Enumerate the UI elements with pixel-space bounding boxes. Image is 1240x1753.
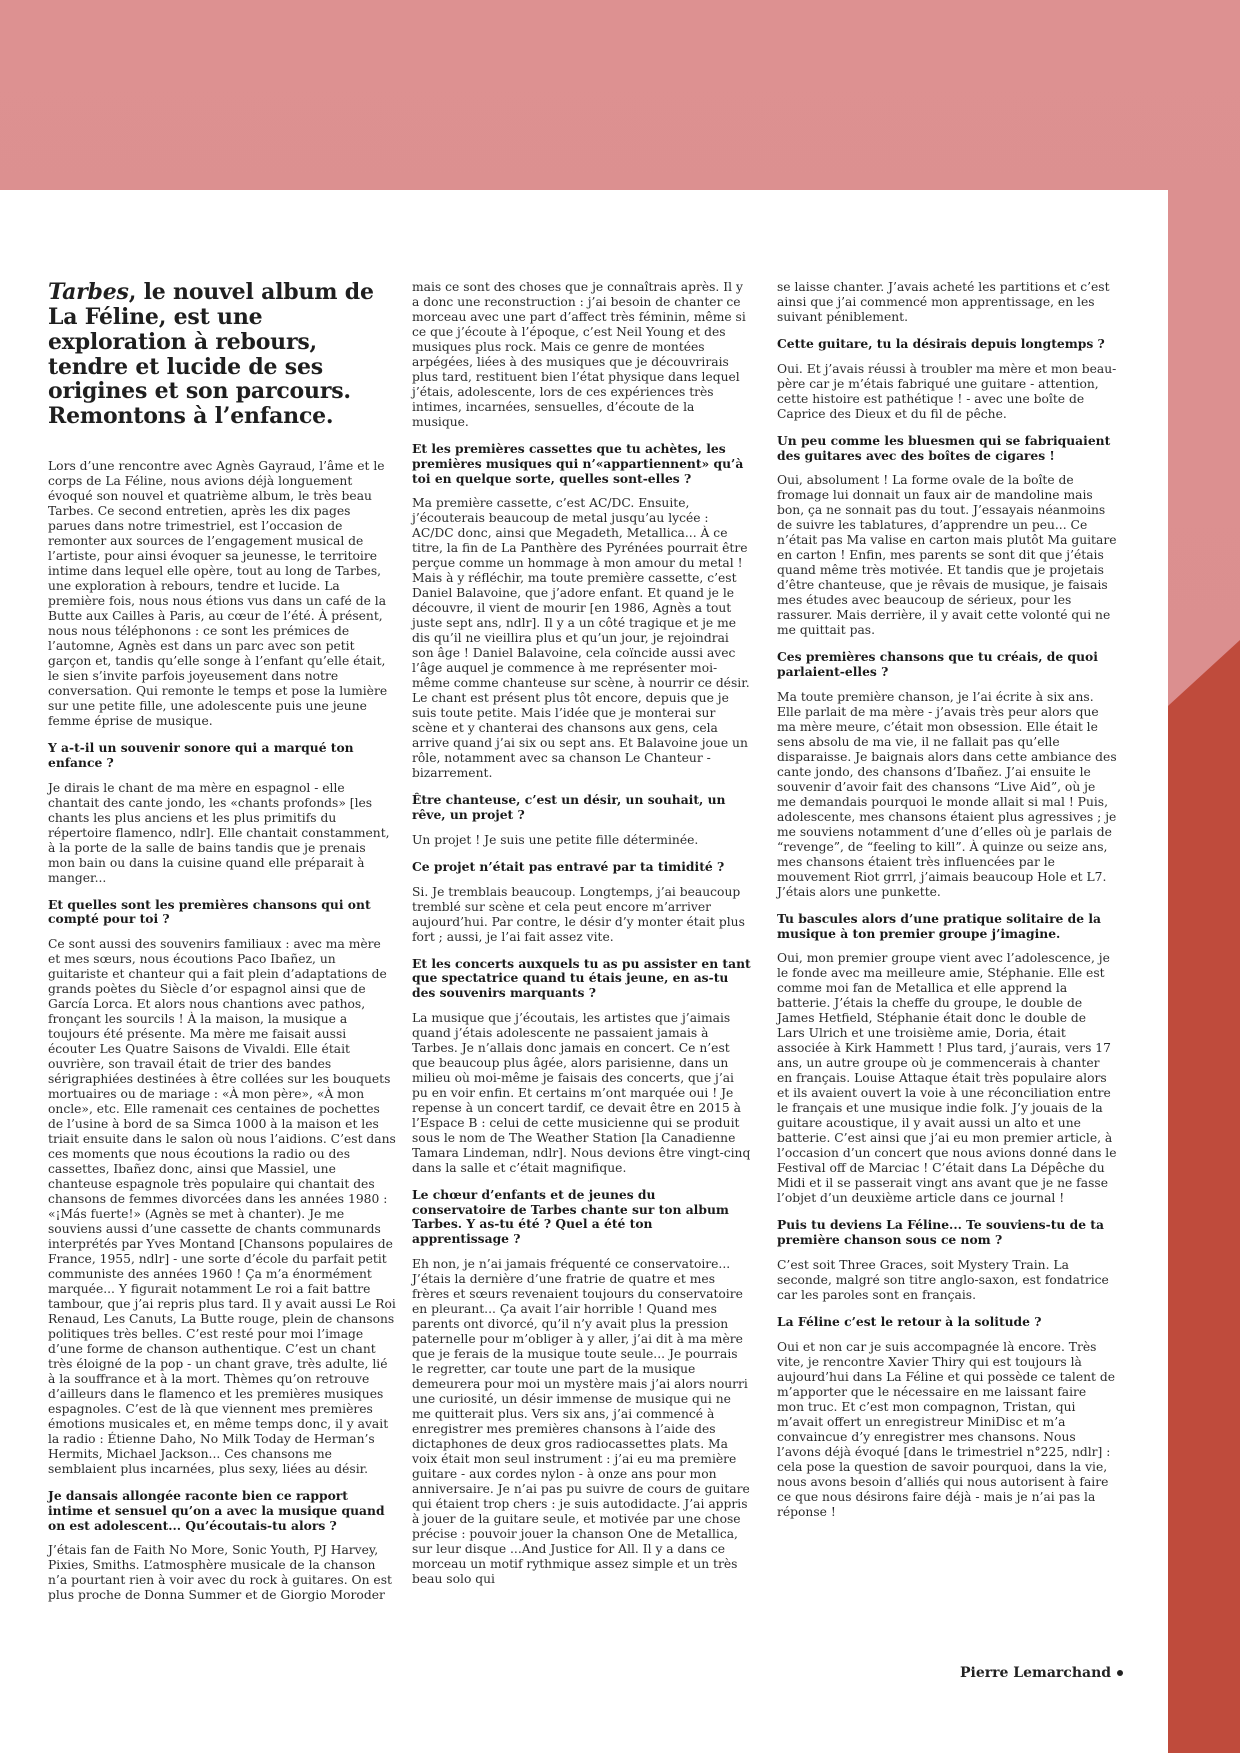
- interview-question: Le chœur d’enfants et de jeunes du conservatoire de Tarbes chante sur ton album Tarbes. Y as-tu été ? Quel a été ton apprentissage ?: [412, 1186, 729, 1246]
- body-paragraph: Oui, absolument ! La forme ovale de la boîte de fromage lui donnait un faux air de mandoline mais bon, ça ne sonnait pas du tout. J’essayais néanmoins de suivre les tablatures, d’apprendre un peu... Ce n’était pas Ma valise en carton mais plutôt Ma guitare en carton ! Enfin, mes parents se sont dit que j’étais quand même très motivée. Et tandis que je projetais d’être chanteuse, que je rêvais de musique, je faisais mes études avec beaucoup de sérieux, pour les rassurer. Mais derrière, il y avait cette volonté qui ne me quittait pas.: [777, 473, 1117, 638]
- body-paragraph: Un projet ! Je suis une petite fille déterminée.: [412, 832, 699, 847]
- body-paragraph: La musique que j’écoutais, les artistes que j’aimais quand j’étais adolescente ne passaient jamais à Tarbes. Je n’allais donc jamais en concert. Ce n’est que beaucoup plus âgée, alors parisienne, dans un milieu où moi-même je faisais des concerts, que j’ai pu en voir enfin. Et certains m’ont marquée oui ! Je repense à un concert tardif, ce devait être en 2015 à l’Espace B : celui de cette musicienne qui se produit sous le nom de The Weather Station [la Canadienne Tamara Lindeman, ndlr]. Nous devions être vingt-cinq dans la salle et c’était magnifique.: [412, 1010, 751, 1175]
- author-signature: [960, 1665, 1123, 1681]
- body-paragraph: Oui. Et j’avais réussi à troubler ma mère et mon beau-père car je m’étais fabriqué une guitare - attention, cette histoire est pathétique ! - avec une boîte de Caprice des Dieux et du fil de pêche.: [777, 361, 1117, 421]
- interview-question: La Féline c’est le retour à la solitude ?: [777, 1313, 1042, 1329]
- interview-question: Ces premières chansons que tu créais, de quoi parlaient-elles ?: [777, 649, 1098, 679]
- body-paragraph: Si. Je tremblais beaucoup. Longtemps, j’ai beaucoup tremblé sur scène et cela peut encore m’arriver aujourd’hui. Par contre, le désir d’y monter était plus fort ; aussi, je l’ai fait assez vite.: [412, 884, 745, 944]
- body-paragraph: C’est soit Three Graces, soit Mystery Train. La seconde, malgré son titre anglo-saxon, est fondatrice car les paroles sont en français.: [777, 1257, 1109, 1302]
- body-paragraph: J’étais fan de Faith No More, Sonic Youth, PJ Harvey, Pixies, Smiths. L’atmosphère musicale de la chanson n’a pourtant rien à voir avec du rock à guitares. On est plus proche de Donna Summer et de Giorgio Moroder: [48, 1543, 392, 1603]
- body-paragraph: Lors d’une rencontre avec Agnès Gayraud, l’âme et le corps de La Féline, nous avions déjà longuement évoqué son nouvel et quatrième album, le très beau Tarbes. Ce second entretien, après les dix pages parues dans notre trimestriel, est l’occasion de remonter aux sources de l’engagement musical de l’artiste, pour ainsi évoquer sa jeunesse, le territoire intime dans lequel elle opère, tout au long de Tarbes, une exploration à rebours, tendre et lucide. La première fois, nous nous étions vus dans un café de la Butte aux Cailles à Paris, au cœur de l’été. À présent, nous nous téléphonons : ce sont les prémices de l’automne, Agnès est dans un parc avec son petit garçon et, tandis qu’elle songe à l’enfant qu’elle était, le sien s’invite parfois joyeusement dans notre conversation. Qui remonte le temps et pose la lumière sur une petite fille, une adolescente puis une jeune femme éprise de musique.: [48, 459, 388, 729]
- interview-question: Je dansais allongée raconte bien ce rapport intime et sensuel qu’on a avec la musique quand on est adolescent... Qu’écoutais-tu alors ?: [48, 1488, 385, 1533]
- interview-question: Puis tu deviens La Féline... Te souviens-tu de ta première chanson sous ce nom ?: [777, 1217, 1104, 1247]
- lede-title-italic: Tarbes: [48, 279, 129, 305]
- interview-question: Tu bascules alors d’une pratique solitaire de la musique à ton premier groupe j’imagine.: [777, 910, 1101, 941]
- interview-question: Un peu comme les bluesmen qui se fabriquaient des guitares avec des boîtes de cigares !: [777, 432, 1111, 463]
- interview-question: Cette guitare, tu la désirais depuis longtemps ?: [777, 336, 1105, 351]
- author-name: Pierre Lemarchand: [960, 1665, 1112, 1681]
- interview-question: Et les premières cassettes que tu achètes, les premières musiques qui n’«appartiennent» qu’à toi en quelque sorte, quelles sont-elles ?: [412, 441, 744, 486]
- interview-question: Y a-t-il un souvenir sonore qui a marqué ton enfance ?: [48, 740, 354, 770]
- end-bullet: [1117, 1670, 1123, 1676]
- column-3: [777, 280, 1117, 1532]
- interview-question: Être chanteuse, c’est un désir, un souhait, un rêve, un projet ?: [412, 792, 726, 822]
- body-paragraph: Ma première cassette, c’est AC/DC. Ensuite, j’écouterais beaucoup de metal jusqu’au lycée : AC/DC donc, ainsi que Megadeth, Metallica... À ce titre, la fin de La Panthère des Pyrénées pourrait être perçue comme un hommage à mon amour du metal ! Mais à y réfléchir, ma toute première cassette, c’est Daniel Balavoine, que j’adore enfant. Et quand je le découvre, il vient de mourir [en 1986, Agnès a tout juste sept ans, ndlr]. Il y a un côté tragique et je me dis qu’il ne vieillira plus et qu’un jour, je rejoindrai son âge ! Daniel Balavoine, cela coïncide aussi avec l’âge auquel je commence à me représenter moi-même comme chanteuse sur scène, à nourrir ce désir. Le chant est présent plus tôt encore, depuis que je suis toute petite. Mais l’idée que je monterai sur scène et y chanterai des chansons aux gens, cela arrive quand j’ai six ou sept ans. Et Balavoine joue un rôle, notamment avec sa chanson Le Chanteur - bizarrement.: [412, 496, 750, 781]
- body-paragraph: Ma toute première chanson, je l’ai écrite à six ans. Elle parlait de ma mère - j’avais très peur alors que ma mère meure, c’était mon obsession. Elle était le sens absolu de ma vie, il ne fallait pas qu’elle disparaisse. Je baignais alors dans cette ambiance des cante jondo, des chansons d’Ibañez. J’ai ensuite le souvenir d’avoir fait des chansons “Live Aid”, où je me demandais pourquoi le monde allait si mal ! Puis, adolescente, mes chansons étaient plus agressives ; je me souviens notamment d’une d’elles où je parlais de “revenge”, de “feeling to kill”. À quinze ou seize ans, mes chansons étaient très influencées par le mouvement Riot grrrl, j’aimais beaucoup Hole et L7. J’étais alors une punkette.: [777, 689, 1117, 899]
- column-1: [48, 280, 396, 1615]
- body-paragraph: mais ce sont des choses que je connaîtrais après. Il y a donc une reconstruction : j’ai besoin de chanter ce morceau avec une part d’affect très féminin, même si ce que j’écoute à l’époque, c’est Neil Young et des musiques plus rock. Mais ce genre de montées arpégées, liées à des musiques que je découvrirais plus tard, restituent bien l’état physique dans lequel j’étais, adolescente, lors de ces expériences très intimes, incarnées, sensuelles, d’écoute de la musique.: [412, 280, 746, 429]
- interview-question: Et quelles sont les premières chansons qui ont compté pour toi ?: [48, 896, 371, 927]
- body-paragraph: Je dirais le chant de ma mère en espagnol - elle chantait des cante jondo, les «chants profonds» [les chants les plus anciens et les plus primitifs du répertoire flamenco, ndlr]. Elle chantait constamment, à la porte de la salle de bains tandis que je prenais mon bain ou dans la cuisine quand elle préparait à manger...: [48, 780, 390, 885]
- body-paragraph: se laisse chanter. J’avais acheté les partitions et c’est ainsi que j’ai commencé mon apprentissage, en les suivant péniblement.: [777, 280, 1110, 324]
- body-paragraph: Eh non, je n’ai jamais fréquenté ce conservatoire... J’étais la dernière d’une fratrie de quatre et mes frères et sœurs revenaient toujours du conservatoire en pleurant... Ça avait l’air horrible ! Quand mes parents ont divorcé, qu’il n’y avait plus la pression paternelle pour m’obliger à y aller, j’ai dit à ma mère que je ferais de la musique toute seule... Je pourrais le regretter, car toute une part de la musique demeurera pour moi un mystère mais j’ai alors nourri une curiosité, un désir immense de musique qui ne me quitterait plus. Vers six ans, j’ai commencé à enregistrer mes premières chansons à l’aide des dictaphones de deux gros radiocassettes plats. Ma voix était mon seul instrument : j’ai eu ma première guitare - aux cordes nylon - à onze ans pour mon anniversaire. Je n’ai pas pu suivre de cours de guitare qui étaient trop chers : je suis autodidacte. J’ai appris à jouer de la guitare seule, et motivée par une chose précise : pouvoir jouer la chanson One de Metallica, sur leur disque ...And Justice for All. Il y a dans ce morceau un motif rythmique assez simple et un très beau solo qui: [412, 1256, 750, 1586]
- body-paragraph: Oui, mon premier groupe vient avec l’adolescence, je le fonde avec ma meilleure amie, Stéphanie. Elle est comme moi fan de Metallica et elle apprend la batterie. J’étais la cheffe du groupe, le double de James Hetfield, Stéphanie était donc le double de Lars Ulrich et une troisième amie, Doria, était associée à Kirk Hammett ! Plus tard, j’aurais, vers 17 ans, un autre groupe où je commencerais à chanter en français. Louise Attaque était très populaire alors et ils avaient ouvert la voie à une réconciliation entre le français et une musique indie folk. J’y jouais de la guitare acoustique, il y avait aussi un alto et une batterie. C’est ainsi que j’ai eu mon premier article, à l’occasion d’un concert que nous avions donné dans le Festival off de Marciac ! C’était dans La Dépêche du Midi et il se passerait vingt ans avant que je ne fasse l’objet d’un deuxième article dans ce journal !: [777, 951, 1117, 1206]
- lede-heading: [48, 280, 396, 429]
- interview-question: Et les concerts auxquels tu as pu assister en tant que spectatrice quand tu étais jeune, en as-tu des souvenirs marquants ?: [412, 955, 751, 1000]
- column-1-body: [48, 459, 396, 1603]
- column-2: [412, 280, 752, 1599]
- body-paragraph: Ce sont aussi des souvenirs familiaux : avec ma mère et mes sœurs, nous écoutions Paco Ibañez, un guitariste et chanteur qui a fait plein d’adaptations de grands poètes du Siècle d’or espagnol ainsi que de García Lorca. Et alors nous chantions avec pathos, fronçant les sourcils ! À la maison, la musique a toujours été présente. Ma mère me faisait aussi écouter Les Quatre Saisons de Vivaldi. Elle était ouvrière, son travail était de trier des bandes sérigraphiées destinées à être collées sur les bouquets mortuaires ou de mariage : «À mon père», «À mon oncle», etc. Elle ramenait ces centaines de pochettes de l’usine à bord de sa Simca 1000 à la maison et les triait ensuite dans le salon où nous l’aidions. C’est dans ces moments que nous écoutions la radio ou des cassettes, Ibañez donc, ainsi que Massiel, une chanteuse espagnole très populaire qui chantait des chansons de femmes divorcées dans les années 1980 : «¡Más fuerte!» (Agnès se met à chanter). Je me souviens aussi d’une cassette de chants communards interprétés par Yves Montand [Chansons populaires de France, 1955, ndlr] - une sorte d’école du parfait petit communiste des années 1960 ! Ça m’a énormément marquée... Y figurait notamment Le roi a fait battre tambour, que j’ai repris plus tard. Il y avait aussi Le Roi Renaud, Les Canuts, La Butte rouge, plein de chansons politiques très belles. C’est resté pour moi l’image d’une forme de chanson authentique. C’est un chant très éloigné de la pop - un chant grave, très adulte, lié à la souffrance et à la mort. Thèmes qu’on retrouve d’ailleurs dans le flamenco et les premières musiques espagnoles. C’est de là que viennent mes premières émotions musicales et, en même temps donc, il y avait la radio : Étienne Daho, No Milk Today de Herman’s Hermits, Michael Jackson... Ces chansons me semblaient plus incarnées, plus sexy, liées au désir.: [48, 937, 396, 1477]
- body-paragraph: Oui et non car je suis accompagnée là encore. Très vite, je rencontre Xavier Thiry qui est toujours là aujourd’hui dans La Féline et qui possède ce talent de m’apporter que le nécessaire en me laissant faire mon truc. Et c’est mon compagnon, Tristan, qui m’avait offert un enregistreur MiniDisc et m’a convaincue d’y enregistrer mes chansons. Nous l’avons déjà évoqué [dans le trimestriel n°225, ndlr] : cela pose la question de savoir pourquoi, dans la vie, nous avons besoin d’alliés qui nous autorisent à faire ce que nous désirons faire déjà - mais je n’ai pas la réponse !: [777, 1339, 1116, 1519]
- interview-question: Ce projet n’était pas entravé par ta timidité ?: [412, 858, 725, 874]
- lede-title-rest: , le nouvel album de La Féline, est une exploration à rebours, tendre et lucide de ses origines et son parcours. Remontons à l’enfance.: [48, 279, 374, 430]
